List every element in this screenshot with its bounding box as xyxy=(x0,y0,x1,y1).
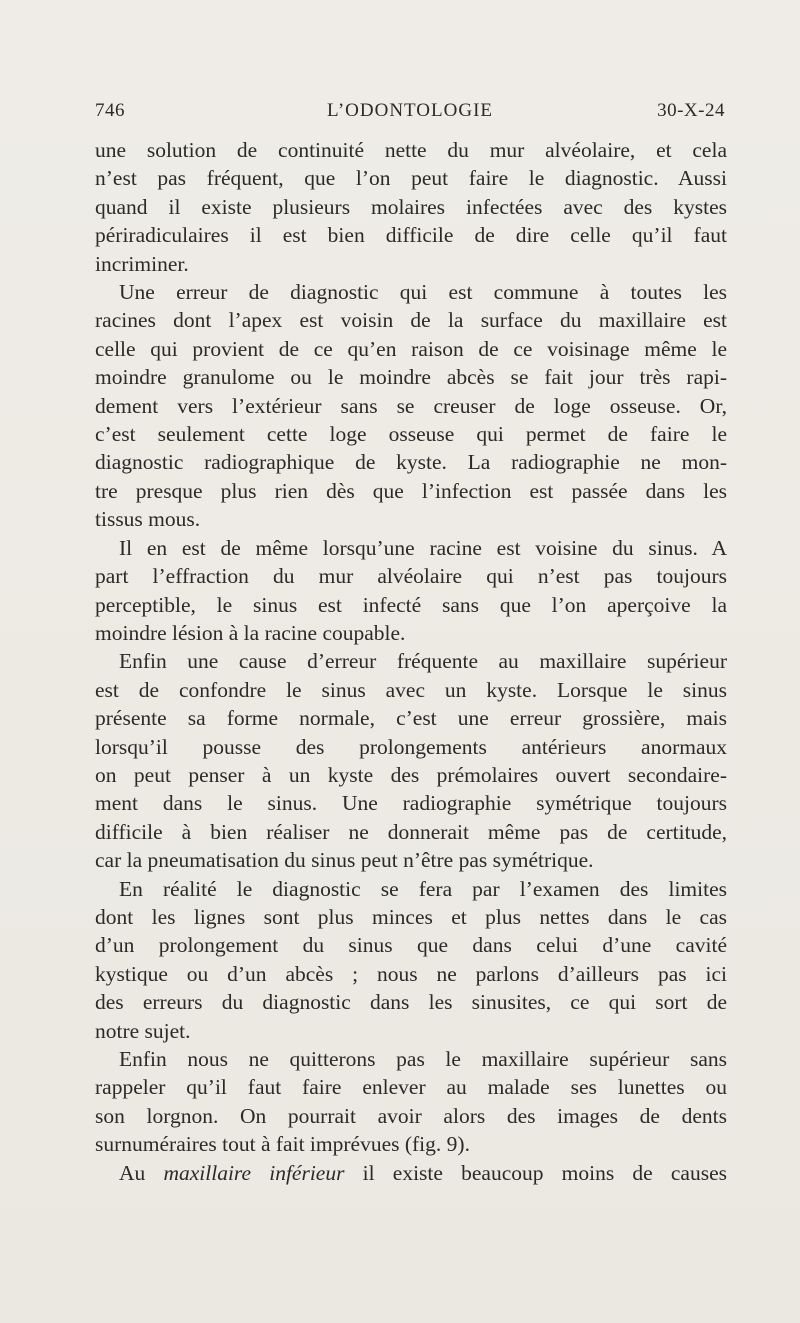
text-line: Une erreur de diagnostic qui est commune à toutes les xyxy=(119,280,727,305)
body-text xyxy=(95,136,727,1187)
running-header xyxy=(95,100,725,130)
paragraph xyxy=(95,278,727,534)
issue-date: 30-X-24 xyxy=(657,100,725,121)
paragraph xyxy=(95,875,727,1045)
text-line: ment dans le sinus. Une radiographie symétrique toujours xyxy=(95,791,727,816)
text-line: difficile à bien réaliser ne donnerait même pas de certitude, xyxy=(95,819,727,844)
text-line: est de confondre le sinus avec un kyste. Lorsque le sinus xyxy=(95,677,727,702)
text-line: d’un prolongement du sinus que dans celui d’une cavité xyxy=(95,933,727,958)
text-line: car la pneumatisation du sinus peut n’être pas symétrique. xyxy=(95,848,594,873)
running-title: L’ODONTOLOGIE xyxy=(326,100,494,121)
text-line: son lorgnon. On pourrait avoir alors des images de dents xyxy=(95,1103,727,1128)
page-number: 746 xyxy=(95,100,125,121)
text-line: dement vers l’extérieur sans se creuser de loge osseuse. Or, xyxy=(95,393,727,418)
text-line: perceptible, le sinus est infecté sans que l’on aperçoive la xyxy=(95,592,727,617)
text-line: part l’effraction du mur alvéolaire qui n’est pas toujours xyxy=(95,564,727,589)
text-line: n’est pas fréquent, que l’on peut faire le diagnostic. Aussi xyxy=(95,166,727,191)
text-line: racines dont l’apex est voisin de la surface du maxillaire est xyxy=(95,308,727,333)
text-line: moindre granulome ou le moindre abcès se fait jour très rapi- xyxy=(95,365,727,390)
paragraph xyxy=(95,1045,727,1159)
text-line: tre presque plus rien dès que l’infection est passée dans les xyxy=(95,478,727,503)
text-line: dont les lignes sont plus minces et plus nettes dans le cas xyxy=(95,904,727,929)
text-line: Au maxillaire inférieur il existe beaucoup moins de causes xyxy=(119,1160,727,1185)
text-line: on peut penser à un kyste des prémolaires ouvert secondaire- xyxy=(95,762,727,787)
text-line: notre sujet. xyxy=(95,1018,191,1043)
text-line: périradiculaires il est bien difficile de dire celle qu’il faut xyxy=(95,223,727,248)
text-line: En réalité le diagnostic se fera par l’examen des limites xyxy=(119,876,727,901)
text-line: une solution de continuité nette du mur alvéolaire, et cela xyxy=(95,138,727,162)
text-line: celle qui provient de ce qu’en raison de ce voisinage même le xyxy=(95,336,727,361)
text-line: Enfin nous ne quitterons pas le maxillaire supérieur sans xyxy=(119,1047,727,1071)
text-line: lorsqu’il pousse des prolongements antérieurs anormaux xyxy=(95,734,727,759)
text-line: moindre lésion à la racine coupable. xyxy=(95,620,406,645)
text-line: incriminer. xyxy=(95,251,189,276)
italic-term: maxillaire inférieur xyxy=(163,1160,345,1185)
paragraph xyxy=(95,1159,727,1187)
text-line: Enfin une cause d’erreur fréquente au maxillaire supérieur xyxy=(119,649,727,674)
paragraph xyxy=(95,647,727,874)
paragraph xyxy=(95,136,727,278)
text-line: c’est seulement cette loge osseuse qui permet de faire le xyxy=(95,422,727,447)
text-line: Il en est de même lorsqu’une racine est voisine du sinus. A xyxy=(119,535,727,560)
text-line: kystique ou d’un abcès ; nous ne parlons d’ailleurs pas ici xyxy=(95,961,727,986)
text-line: diagnostic radiographique de kyste. La radiographie ne mon- xyxy=(95,450,727,475)
text-line: rappeler qu’il faut faire enlever au malade ses lunettes ou xyxy=(95,1075,727,1100)
text-line: quand il existe plusieurs molaires infectées avec des kystes xyxy=(95,194,727,219)
text-line: tissus mous. xyxy=(95,507,201,532)
paragraph xyxy=(95,534,727,648)
text-line: des erreurs du diagnostic dans les sinusites, ce qui sort de xyxy=(95,990,727,1015)
text-line: présente sa forme normale, c’est une erreur grossière, mais xyxy=(95,706,727,731)
text-line: surnuméraires tout à fait imprévues (fig. 9). xyxy=(95,1132,470,1157)
